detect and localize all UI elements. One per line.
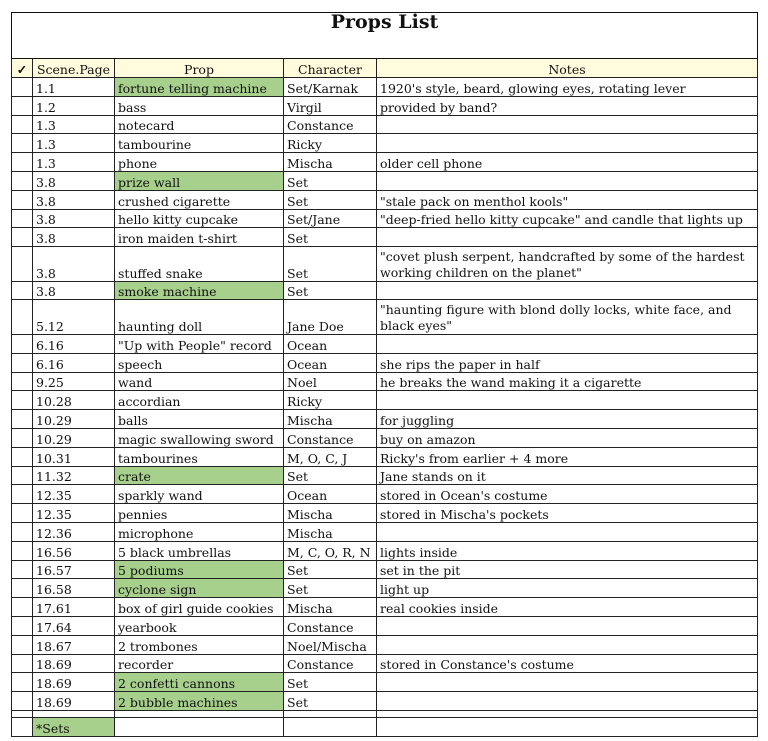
check-cell (12, 372, 33, 391)
notes-cell: lights inside (377, 541, 758, 560)
character-cell: Set (284, 692, 377, 711)
scene-page-cell: 10.31 (33, 447, 115, 466)
table-row (12, 391, 758, 410)
scene-page-cell: 12.36 (33, 522, 115, 541)
scene-page-cell: 3.8 (33, 190, 115, 209)
character-cell: Set (284, 281, 377, 300)
scene-page-cell: 3.8 (33, 281, 115, 300)
character-cell: Set (284, 228, 377, 247)
props-table (11, 12, 758, 737)
check-cell (12, 654, 33, 673)
table-row (12, 692, 758, 711)
scene-page-cell: 16.58 (33, 579, 115, 598)
scene-page-cell: 12.35 (33, 504, 115, 523)
spacer-cell (115, 710, 284, 717)
page-title: Props List (12, 13, 758, 59)
notes-cell: he breaks the wand making it a cigarette (377, 372, 758, 391)
notes-cell: set in the pit (377, 560, 758, 579)
scene-page-cell: 12.35 (33, 485, 115, 504)
prop-cell: notecard (115, 115, 284, 134)
table-row (12, 673, 758, 692)
prop-cell: "Up with People" record (115, 334, 284, 353)
table-row (12, 372, 758, 391)
prop-cell: stuffed snake (115, 247, 284, 282)
prop-cell: iron maiden t-shirt (115, 228, 284, 247)
column-header-notes: Notes (377, 59, 758, 78)
table-row (12, 654, 758, 673)
table-row (12, 560, 758, 579)
scene-page-cell: 1.2 (33, 96, 115, 115)
scene-page-cell: 5.12 (33, 300, 115, 335)
notes-cell (377, 171, 758, 190)
character-cell: Set (284, 673, 377, 692)
table-row (12, 504, 758, 523)
table-row (12, 410, 758, 429)
check-cell (12, 115, 33, 134)
check-cell (12, 541, 33, 560)
check-cell (12, 428, 33, 447)
notes-cell: Ricky's from earlier + 4 more (377, 447, 758, 466)
notes-cell: 1920's style, beard, glowing eyes, rotating lever (377, 78, 758, 97)
scene-page-cell: 6.16 (33, 334, 115, 353)
notes-cell: Jane stands on it (377, 466, 758, 485)
table-row (12, 115, 758, 134)
prop-cell: speech (115, 353, 284, 372)
notes-cell: for juggling (377, 410, 758, 429)
scene-page-cell: 18.69 (33, 673, 115, 692)
character-cell: Mischa (284, 504, 377, 523)
check-cell (12, 353, 33, 372)
scene-page-cell: 10.29 (33, 410, 115, 429)
table-row (12, 447, 758, 466)
prop-cell: 2 trombones (115, 635, 284, 654)
character-cell: Mischa (284, 598, 377, 617)
character-cell: Ocean (284, 334, 377, 353)
prop-cell: cyclone sign (115, 579, 284, 598)
scene-page-cell: 3.8 (33, 171, 115, 190)
table-row (12, 598, 758, 617)
character-cell: Set (284, 247, 377, 282)
table-row (12, 228, 758, 247)
column-header-scene: Scene.Page (33, 59, 115, 78)
character-cell: Constance (284, 115, 377, 134)
table-row (12, 153, 758, 172)
check-cell (12, 447, 33, 466)
character-cell: Noel/Mischa (284, 635, 377, 654)
table-row (12, 616, 758, 635)
scene-page-cell: 1.3 (33, 153, 115, 172)
table-row (12, 466, 758, 485)
notes-cell: "covet plush serpent, handcrafted by some of the hardest working children on the planet" (377, 247, 758, 282)
character-cell: Set (284, 171, 377, 190)
prop-cell: magic swallowing sword (115, 428, 284, 447)
table-row (12, 334, 758, 353)
notes-cell (377, 692, 758, 711)
spacer-cell (33, 710, 115, 717)
prop-cell: 2 confetti cannons (115, 673, 284, 692)
scene-page-cell: 9.25 (33, 372, 115, 391)
prop-cell: recorder (115, 654, 284, 673)
check-cell (12, 134, 33, 153)
check-cell (12, 209, 33, 228)
table-row (12, 247, 758, 282)
table-row (12, 541, 758, 560)
legend-empty-cell (115, 717, 284, 736)
prop-cell: box of girl guide cookies (115, 598, 284, 617)
scene-page-cell: 17.64 (33, 616, 115, 635)
scene-page-cell: 1.3 (33, 134, 115, 153)
notes-cell (377, 281, 758, 300)
table-row (12, 134, 758, 153)
prop-cell: accordian (115, 391, 284, 410)
prop-cell: haunting doll (115, 300, 284, 335)
character-cell: M, O, C, J (284, 447, 377, 466)
check-cell (12, 579, 33, 598)
prop-cell: 2 bubble machines (115, 692, 284, 711)
character-cell: Constance (284, 654, 377, 673)
notes-cell (377, 334, 758, 353)
table-row (12, 300, 758, 335)
scene-page-cell: 10.28 (33, 391, 115, 410)
check-cell (12, 281, 33, 300)
prop-cell: pennies (115, 504, 284, 523)
check-cell (12, 247, 33, 282)
check-cell (12, 96, 33, 115)
table-row (12, 485, 758, 504)
scene-page-cell: 18.69 (33, 654, 115, 673)
table-row (12, 522, 758, 541)
check-cell (12, 598, 33, 617)
prop-cell: bass (115, 96, 284, 115)
notes-cell: provided by band? (377, 96, 758, 115)
table-row (12, 635, 758, 654)
check-cell (12, 504, 33, 523)
table-row (12, 281, 758, 300)
notes-cell (377, 616, 758, 635)
check-cell (12, 616, 33, 635)
scene-page-cell: 1.1 (33, 78, 115, 97)
character-cell: Set/Jane (284, 209, 377, 228)
scene-page-cell: 3.8 (33, 247, 115, 282)
table-row (12, 353, 758, 372)
notes-cell: stored in Ocean's costume (377, 485, 758, 504)
column-header-character: Character (284, 59, 377, 78)
check-cell (12, 673, 33, 692)
check-cell (12, 560, 33, 579)
notes-cell (377, 115, 758, 134)
character-cell: Mischa (284, 410, 377, 429)
character-cell: Ricky (284, 134, 377, 153)
character-cell: Set (284, 579, 377, 598)
notes-cell (377, 134, 758, 153)
check-cell (12, 635, 33, 654)
table-row (12, 428, 758, 447)
prop-cell: hello kitty cupcake (115, 209, 284, 228)
table-row (12, 171, 758, 190)
notes-cell: real cookies inside (377, 598, 758, 617)
notes-cell (377, 635, 758, 654)
notes-cell: older cell phone (377, 153, 758, 172)
prop-cell: crate (115, 466, 284, 485)
scene-page-cell: 18.67 (33, 635, 115, 654)
spacer-cell (377, 710, 758, 717)
check-cell (12, 466, 33, 485)
character-cell: Mischa (284, 153, 377, 172)
notes-cell: "stale pack on menthol kools" (377, 190, 758, 209)
character-cell: Ocean (284, 353, 377, 372)
check-cell (12, 190, 33, 209)
checkmark-icon: ✓ (12, 59, 33, 78)
scene-page-cell: 16.57 (33, 560, 115, 579)
character-cell: Noel (284, 372, 377, 391)
scene-page-cell: 1.3 (33, 115, 115, 134)
prop-cell: fortune telling machine (115, 78, 284, 97)
prop-cell: balls (115, 410, 284, 429)
check-cell (12, 522, 33, 541)
character-cell: Set (284, 190, 377, 209)
title-row (12, 13, 758, 59)
check-cell (12, 410, 33, 429)
prop-cell: sparkly wand (115, 485, 284, 504)
prop-cell: tambourines (115, 447, 284, 466)
check-cell (12, 692, 33, 711)
scene-page-cell: 17.61 (33, 598, 115, 617)
check-cell (12, 334, 33, 353)
table-row (12, 78, 758, 97)
character-cell: Jane Doe (284, 300, 377, 335)
prop-cell: yearbook (115, 616, 284, 635)
check-cell (12, 171, 33, 190)
notes-cell: stored in Mischa's pockets (377, 504, 758, 523)
prop-cell: tambourine (115, 134, 284, 153)
prop-cell: smoke machine (115, 281, 284, 300)
character-cell: Virgil (284, 96, 377, 115)
prop-cell: crushed cigarette (115, 190, 284, 209)
table-row (12, 209, 758, 228)
legend-check-cell (12, 717, 33, 736)
check-cell (12, 228, 33, 247)
character-cell: Set (284, 560, 377, 579)
notes-cell: buy on amazon (377, 428, 758, 447)
notes-cell (377, 673, 758, 692)
spacer-row (12, 710, 758, 717)
notes-cell (377, 391, 758, 410)
legend-empty-cell (284, 717, 377, 736)
legend-empty-cell (377, 717, 758, 736)
scene-page-cell: 6.16 (33, 353, 115, 372)
table-row (12, 579, 758, 598)
spacer-cell (12, 710, 33, 717)
notes-cell: "deep-fried hello kitty cupcake" and candle that lights up (377, 209, 758, 228)
character-cell: Constance (284, 428, 377, 447)
notes-cell (377, 522, 758, 541)
notes-cell (377, 228, 758, 247)
header-row (12, 59, 758, 78)
sets-legend: *Sets (33, 717, 115, 736)
scene-page-cell: 3.8 (33, 209, 115, 228)
check-cell (12, 153, 33, 172)
prop-cell: microphone (115, 522, 284, 541)
scene-page-cell: 3.8 (33, 228, 115, 247)
scene-page-cell: 10.29 (33, 428, 115, 447)
notes-cell: "haunting figure with blond dolly locks, white face, and black eyes" (377, 300, 758, 335)
character-cell: M, C, O, R, N (284, 541, 377, 560)
prop-cell: phone (115, 153, 284, 172)
notes-cell: she rips the paper in half (377, 353, 758, 372)
check-cell (12, 300, 33, 335)
props-table-body (12, 13, 758, 737)
prop-cell: wand (115, 372, 284, 391)
character-cell: Set (284, 466, 377, 485)
table-row (12, 96, 758, 115)
prop-cell: 5 podiums (115, 560, 284, 579)
scene-page-cell: 11.32 (33, 466, 115, 485)
check-cell (12, 485, 33, 504)
notes-cell: light up (377, 579, 758, 598)
notes-cell: stored in Constance's costume (377, 654, 758, 673)
character-cell: Ricky (284, 391, 377, 410)
scene-page-cell: 16.56 (33, 541, 115, 560)
character-cell: Ocean (284, 485, 377, 504)
check-cell (12, 391, 33, 410)
character-cell: Set/Karnak (284, 78, 377, 97)
table-row (12, 190, 758, 209)
column-header-prop: Prop (115, 59, 284, 78)
check-cell (12, 78, 33, 97)
character-cell: Constance (284, 616, 377, 635)
spacer-cell (284, 710, 377, 717)
scene-page-cell: 18.69 (33, 692, 115, 711)
character-cell: Mischa (284, 522, 377, 541)
prop-cell: prize wall (115, 171, 284, 190)
prop-cell: 5 black umbrellas (115, 541, 284, 560)
legend-row (12, 717, 758, 736)
